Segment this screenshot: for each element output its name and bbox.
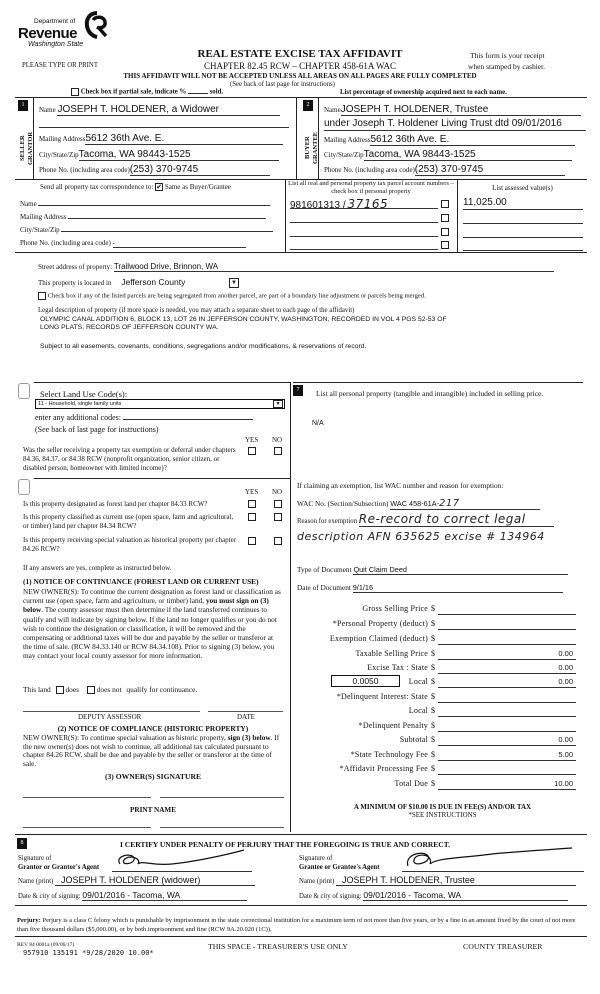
currency-symbol: $ (431, 750, 435, 759)
owner-signature-line-2[interactable] (160, 797, 284, 798)
buyer-phone-label: Phone No. (including area code) (324, 166, 415, 174)
grantee-name-field[interactable]: JOSEPH T. HOLDENER, Trustee (336, 875, 576, 886)
receipt-stamp: 957910 135191 *9/28/2020 10.00* (23, 949, 154, 957)
question-current-use: Is this property classified as current use (open space, farm and agricultural, or timber) land per chapter 84.34 RCW? (23, 513, 234, 530)
fee-value-field[interactable] (438, 619, 576, 630)
this-land-label: This land (23, 685, 51, 694)
land-use-selected-value: 11 - Household, single family units (38, 401, 122, 407)
frame-mid-2 (15, 252, 587, 253)
forest-no-checkbox[interactable] (274, 500, 282, 508)
parcel-number-field[interactable] (290, 225, 438, 237)
fee-value-field[interactable]: 0.00 (438, 663, 576, 674)
personal-property-checkbox[interactable] (441, 228, 449, 236)
parcels-left-divider (285, 179, 286, 252)
fee-label: *Personal Property (deduct) (332, 619, 428, 628)
currency-symbol: $ (431, 634, 435, 643)
fee-row (300, 721, 580, 733)
grantor-date-label: Date & city of signing: (18, 893, 81, 900)
parcel-number-typed: 981601313 / (290, 200, 346, 211)
print-name-line-2[interactable] (160, 827, 284, 828)
dor-logo (18, 8, 118, 58)
buyer-name-field[interactable]: JOSEPH T. HOLDENER, Trustee (341, 104, 581, 116)
no-header: NO (272, 488, 283, 496)
yes-header: YES (245, 488, 259, 496)
grantee-date-label: Date & city of signing: (299, 893, 362, 900)
fee-row (300, 706, 580, 718)
seller-city-label: City/State/Zip (39, 151, 79, 159)
fee-label: *State Technology Fee (350, 750, 428, 759)
county-row (38, 277, 239, 288)
certify-statement: I CERTIFY UNDER PENALTY OF PERJURY THAT THE FOREGOING IS TRUE AND CORRECT. (120, 840, 451, 849)
personal-property-value[interactable]: N/A (312, 420, 324, 427)
land-use-see-back: (See back of last page for instructions) (35, 425, 159, 434)
assessed-value-field[interactable] (463, 238, 583, 251)
footer-line (15, 936, 587, 937)
buyer-side-label: BUYER GRANTEE (304, 131, 319, 165)
section-7-badge: 7 (293, 385, 303, 396)
ownership-note: List percentage of ownership acquired next to each name. (340, 89, 507, 96)
dor-logo-icon (84, 10, 110, 40)
corr-city-label: City/State/Zip (20, 226, 60, 234)
does-not-qualify-checkbox[interactable] (87, 686, 95, 694)
fee-row (300, 692, 580, 704)
owner-signature-title: (3) OWNER(S) SIGNATURE (104, 772, 202, 781)
seller-name-field[interactable]: JOSEPH T. HOLDENER, a Widower (57, 104, 280, 116)
doc-type-label: Type of Document (297, 565, 352, 574)
currency-symbol: $ (431, 604, 435, 613)
parcel-number-handwritten: 37165 (347, 197, 389, 211)
local-rate-box[interactable]: 0.0050 (331, 675, 400, 687)
corr-phone-field[interactable]: - (113, 239, 246, 248)
assessed-values-header: List assessed value(s) (492, 184, 553, 192)
grantor-name-field[interactable]: JOSEPH T. HOLDENER (widower) (55, 875, 255, 886)
seller-buyer-divider (296, 97, 297, 179)
fee-label: Taxable Selling Price (355, 649, 428, 658)
seller-phone-field[interactable]: (253) 370-9745 (130, 164, 270, 176)
form-number: REV 84 0001a (09/06/17) (17, 942, 75, 948)
partial-sale-percent-field[interactable] (188, 93, 208, 94)
owner-signature-line-1[interactable] (23, 797, 151, 798)
grantee-date-city-field[interactable]: 09/01/2016 - Tacoma, WA (363, 890, 568, 901)
assessor-date-label: DATE (237, 713, 255, 721)
grantor-name-label: Name (print) (18, 878, 54, 885)
warning-banner: THIS AFFIDAVIT WILL NOT BE ACCEPTED UNLESS ALL AREAS ON ALL PAGES ARE FULLY COMPLETED (123, 72, 477, 80)
segregated-checkbox[interactable] (38, 292, 46, 300)
street-row (38, 262, 554, 272)
section-8-badge: 8 (17, 838, 27, 849)
grantee-signature-field[interactable] (402, 846, 584, 872)
continuance-text: NEW OWNER(S): To continue the current designation as forest land or classification as current use (open space, farm and agriculture, or timber) land, you must sign on (3) below. The county assessor must then determine if the land transferred continues to qualify and will indicate by signing below. If the land no longer qualifies or you do not wish to continue the designation or classification, it will be removed and the compensating or additional taxes will be due and payable by the seller or transferor at the time of sale. (RCW 84.33.140 or RCW 84.34.108). Prior to signing (3) below, you may contact your local county assessor for more information. (23, 587, 281, 661)
seller-mailing-label: Mailing Address (39, 135, 86, 143)
logo-text-revenue: Revenue (18, 25, 78, 42)
chevron-down-icon: ▼ (231, 280, 237, 287)
correspondence-label: Send all property tax correspondence to: (40, 183, 154, 191)
fee-label: Subtotal (399, 735, 428, 744)
corr-mailing-row (20, 213, 266, 221)
parcel-row (290, 197, 450, 210)
fee-label: Excise Tax : State (367, 663, 428, 672)
seller-mailing-field[interactable]: 5612 36th Ave. E. (85, 133, 283, 145)
partial-sale-label: Check box if partial sale, indicate % (80, 88, 187, 96)
grantor-signature-icon (112, 846, 252, 872)
wac-field[interactable] (390, 498, 540, 510)
doc-date-row (297, 583, 563, 593)
seller-city-row (39, 149, 289, 161)
if-yes-note: If any answers are yes, complete as instructed below. (23, 564, 172, 572)
designation-tab-marker (18, 479, 30, 495)
same-as-buyer-label: Same as Buyer/Grantee (164, 183, 231, 191)
personal-property-checkbox[interactable] (441, 241, 449, 249)
section8-bottom-line (15, 905, 587, 906)
corr-name-field[interactable] (38, 205, 270, 206)
grantor-signature-field[interactable] (112, 846, 252, 872)
doc-date-label: Date of Document (297, 583, 351, 592)
fee-row (300, 750, 580, 762)
logo-text-dept: Department of (34, 18, 76, 25)
segregated-row (38, 292, 426, 300)
currency-symbol: $ (431, 692, 435, 701)
seller-name-row (39, 104, 289, 116)
treasurer-space-label: THIS SPACE - TREASURER'S USE ONLY (208, 942, 348, 951)
seller-phone-row (39, 164, 289, 176)
continuance-title: (1) NOTICE OF CONTINUANCE (FOREST LAND OR CURRENT USE) (23, 577, 259, 586)
assessed-value-field[interactable] (463, 211, 583, 224)
fee-value-field[interactable]: 0.00 (438, 649, 576, 660)
land-use-label: Select Land Use Code(s): (40, 389, 128, 399)
buyer-name-label: Name (324, 106, 341, 114)
corr-phone-row (20, 239, 246, 248)
buyer-city-row (324, 149, 586, 161)
grantor-sig-label-1: Signature of (18, 855, 52, 862)
reason-label: Reason for exemption (297, 518, 358, 525)
grantee-sig-label-1: Signature of (299, 855, 333, 862)
print-name-line-1[interactable] (23, 827, 151, 828)
currency-symbol: $ (431, 764, 435, 773)
compliance-title: (2) NOTICE OF COMPLIANCE (HISTORIC PROPERTY) (57, 724, 249, 733)
see-back-note: (See back of last page for instructions) (230, 81, 335, 88)
grantee-name-label: Name (print) (299, 878, 335, 885)
street-address-field[interactable]: Trailwood Drive, Brinnon, WA (114, 262, 554, 272)
fee-value-field[interactable] (438, 721, 576, 732)
seller-phone-label: Phone No. (including area code) (39, 166, 130, 174)
legal-label: Legal description of property (if more space is needed, you may attach a separate sheet to each page of the affidavit) (38, 307, 355, 314)
doc-type-row (297, 565, 568, 575)
legal-description-line-2: LONG PLATS, RECORDS OF JEFFERSON COUNTY WA. (40, 324, 219, 331)
county-treasurer-label: COUNTY TREASURER (463, 942, 543, 951)
partial-sale-checkbox[interactable] (71, 88, 79, 96)
does-not-label: does not (96, 685, 122, 694)
buyer-city-field[interactable]: Tacoma, WA 98443-1525 (364, 149, 572, 161)
historic-yes-checkbox[interactable] (248, 537, 256, 545)
grantor-sig-label-2: Grantor or Grantor's Agent (18, 864, 100, 871)
fee-value-field[interactable]: 0.00 (438, 735, 576, 746)
grantor-date-row (18, 890, 247, 901)
parcel-row (290, 211, 450, 224)
grantee-sig-label-2: Grantee or Grantee's Agent (299, 864, 380, 871)
compliance-text: NEW OWNER(S): To continue special valuation as historic property, sign (3) below. If the new owner(s) does not wish to continue, all additional tax calculated pursuant to chapter 84.26 RCW, shall be due and payable by the seller or transferor at the time of sale. (23, 733, 280, 768)
corr-mailing-field[interactable] (68, 218, 266, 219)
logo-text-state: Washington State (28, 41, 84, 48)
deputy-assessor-signature-line[interactable] (23, 711, 200, 712)
fee-value-field[interactable] (438, 692, 576, 703)
corr-phone-label: Phone No. (including area code) (20, 239, 111, 247)
subject-to-note: Subject to all easements, covenants, conditions, segregations and/or modifications, & reservations of record. (40, 343, 367, 350)
corr-city-row (20, 226, 273, 234)
form-subtitle: CHAPTER 82.45 RCW – CHAPTER 458-61A WAC (204, 61, 396, 71)
current-use-yes-checkbox[interactable] (248, 513, 256, 521)
yes-header: YES (245, 436, 259, 444)
partial-sale-row (71, 88, 223, 96)
personal-property-checkbox[interactable] (441, 200, 449, 208)
fee-value-field[interactable] (438, 764, 576, 775)
grantee-date-row (299, 890, 568, 901)
parcels-right-divider (457, 179, 458, 252)
question-historic: Is this property receiving special valuation as historical property per chapter 84.26 RCW? (23, 536, 237, 553)
legal-description-line-1: OLYMPIC CANAL ADDITION 6, BLOCK 13, LOT 26 IN JEFFERSON COUNTY, WASHINGTON, RECORDED IN VOL 4 PGS 52-53 OF (40, 316, 447, 323)
does-label: does (65, 685, 79, 694)
assessed-value-field[interactable] (463, 225, 583, 238)
buyer-name-row (324, 104, 586, 116)
fee-label: Exemption Claimed (deduct) (329, 634, 428, 643)
section-2-badge: 2 (303, 100, 313, 111)
fee-label: Gross Selling Price (362, 604, 428, 613)
currency-symbol: $ (431, 735, 435, 744)
fee-row (300, 649, 580, 661)
fee-label: Local (408, 706, 428, 715)
no-header: NO (272, 436, 283, 444)
currency-symbol: $ (431, 779, 435, 788)
fee-row (300, 634, 580, 646)
grantor-name-row (18, 875, 255, 886)
currency-symbol: $ (431, 649, 435, 658)
receipt-note-2: when stamped by cashier. (468, 62, 546, 71)
correspondence-header (40, 183, 231, 191)
currency-symbol: $ (431, 706, 435, 715)
section8-top-line (15, 834, 587, 835)
exemption-yes-checkbox[interactable] (248, 447, 256, 455)
fee-row (300, 764, 580, 776)
reason-field-line-2[interactable]: description AFN 635625 excise # 134964 (297, 530, 545, 543)
county-dropdown-button[interactable] (229, 278, 239, 288)
buyer-mailing-label: Mailing Address (324, 136, 371, 144)
current-use-no-checkbox[interactable] (274, 513, 282, 521)
print-name-label: PRINT NAME (130, 806, 176, 814)
perjury-notice: Perjury: Perjury is a class C felony which is punishable by imprisonment in the state correctional institution for a maximum term of not more than five years, or by a fine in an amount fixed by the court of not more than five thousand dollars ($5,000.00), or by both imprisonment and fine (RCW 9A.20.020 (1C)). (17, 917, 576, 933)
located-label: This property is located in (38, 279, 112, 287)
fee-label: Local (408, 677, 428, 686)
buyer-city-label: City/State/Zip (324, 151, 364, 159)
fee-label: *Affidavit Processing Fee (339, 764, 428, 773)
receipt-note-1: This form is your receipt (470, 51, 545, 60)
county-select[interactable]: Jefferson County (121, 277, 186, 287)
fee-label: Total Due (394, 779, 428, 788)
parcel-number-field[interactable] (290, 197, 438, 209)
seller-name-line2-field[interactable] (39, 116, 289, 128)
fee-value-field[interactable] (438, 634, 576, 645)
currency-symbol: $ (431, 619, 435, 628)
fee-row (300, 663, 580, 675)
deputy-assessor-label: DEPUTY ASSESSOR (78, 713, 142, 721)
parcels-header: List all real and personal property tax parcel account numbers – check box if personal property (288, 180, 454, 195)
parcel-number-field[interactable] (290, 238, 438, 250)
sold-label: sold. (209, 88, 224, 96)
fee-value-field[interactable] (438, 706, 576, 717)
fee-row (300, 619, 580, 631)
section7-top-line (293, 382, 583, 383)
question-exemption: Was the seller receiving a property tax exemption or deferral under chapters 84.36, 84.37, or 84.38 RCW (nonprofit organization, senior citizen, or disabled person, homeowner with limited income)? (23, 446, 236, 472)
corr-name-row (20, 200, 270, 208)
landuse-tab-marker (18, 383, 30, 399)
landuse-top-line (34, 382, 290, 383)
wac-row (297, 498, 540, 510)
currency-symbol: $ (431, 721, 435, 730)
wac-label: WAC No. (Section/Subsection) (297, 499, 389, 508)
corr-mailing-label: Mailing Address (20, 213, 67, 221)
fee-value-field[interactable]: 5.00 (438, 750, 576, 761)
continuance-qualify-row (23, 685, 197, 694)
fee-value-field[interactable]: 0.00 (438, 677, 576, 688)
exemption-no-checkbox[interactable] (274, 447, 282, 455)
assessor-date-line[interactable] (208, 711, 283, 712)
landuse-divider (34, 478, 290, 479)
minimum-due-note: A MINIMUM OF $10.00 IS DUE IN FEE(S) AND/OR TAX (353, 803, 532, 811)
grantee-signature-icon (402, 846, 584, 872)
corr-city-field[interactable] (61, 231, 273, 232)
fee-row (300, 779, 580, 791)
land-use-select[interactable] (35, 399, 285, 409)
fee-value-field[interactable] (438, 604, 576, 615)
same-as-buyer-checkbox[interactable] (155, 183, 163, 191)
currency-symbol: $ (431, 677, 435, 686)
doc-date-field[interactable]: 9/1/16 (353, 583, 563, 593)
chevron-down-icon: ▼ (275, 402, 281, 407)
assessed-value-field[interactable]: 11,025.00 (463, 197, 583, 210)
forest-yes-checkbox[interactable] (248, 500, 256, 508)
personal-property-checkbox[interactable] (441, 214, 449, 222)
segregated-label: Check box if any of the listed parcels are being segregated from another parcel, are part of a boundary line adjustment or parcels being merged. (47, 292, 426, 300)
land-use-dropdown-button[interactable] (273, 400, 283, 408)
does-qualify-checkbox[interactable] (56, 686, 64, 694)
fee-label: *Delinquent Interest: State (336, 692, 428, 701)
fee-label: *Delinquent Penalty (358, 721, 428, 730)
reason-row (297, 512, 554, 527)
seller-mailing-row (39, 133, 289, 145)
buyer-mailing-row (324, 134, 586, 146)
fee-row (300, 735, 580, 747)
lower-center-divider (290, 382, 291, 832)
form-title: REAL ESTATE EXCISE TAX AFFIDAVIT (197, 48, 403, 60)
wac-handwritten-value: 217 (439, 498, 460, 509)
question-forest: Is this property designated as forest land per chapter 84.33 RCW? (23, 500, 208, 508)
wac-typed-value: WAC 458-61A- (390, 499, 440, 508)
historic-no-checkbox[interactable] (274, 537, 282, 545)
parcel-number-field[interactable] (290, 211, 438, 223)
seller-side-label: SELLER GRANTOR (19, 131, 34, 165)
buyer-name-line2-field[interactable]: under Joseph T. Holdener Living Trust dtd 09/01/2016 (324, 118, 586, 131)
parcel-row (290, 225, 450, 238)
parcel-row (290, 238, 450, 251)
exemption-label: If claiming an exemption, list WAC number and reason for exemption: (297, 481, 504, 490)
buyer-phone-field[interactable]: (253) 370-9745 (415, 164, 565, 176)
additional-codes-label: enter any additional codes: (35, 413, 121, 422)
grantor-date-city-field[interactable]: 09/01/2016 - Tacoma, WA (82, 890, 247, 901)
additional-codes-field[interactable] (123, 419, 253, 420)
personal-property-label: List all personal property (tangible and intangible) included in selling price. (316, 389, 544, 398)
street-label: Street address of property: (38, 263, 113, 271)
fee-value-field[interactable]: 10.00 (438, 779, 576, 790)
please-type-label: PLEASE TYPE OR PRINT (22, 62, 98, 69)
frame-top (15, 97, 587, 98)
currency-symbol: $ (431, 663, 435, 672)
buyer-mailing-field[interactable]: 5612 36th Ave. E. (370, 134, 575, 146)
buyer-phone-row (324, 164, 586, 176)
fee-row (300, 604, 580, 616)
seller-name-label: Name (39, 106, 56, 114)
reason-field-line-1[interactable]: Re-record to correct legal (359, 512, 554, 527)
see-instructions-note: *SEE INSTRUCTIONS (408, 811, 477, 819)
additional-codes-row (35, 413, 253, 422)
qualify-label: qualify for continuance. (126, 685, 198, 694)
doc-type-field[interactable]: Quit Claim Deed (353, 565, 568, 575)
grantee-name-row (299, 875, 576, 886)
section-1-badge: 1 (18, 100, 28, 111)
corr-name-label: Name (20, 200, 37, 208)
seller-city-field[interactable]: Tacoma, WA 98443-1525 (79, 149, 279, 161)
